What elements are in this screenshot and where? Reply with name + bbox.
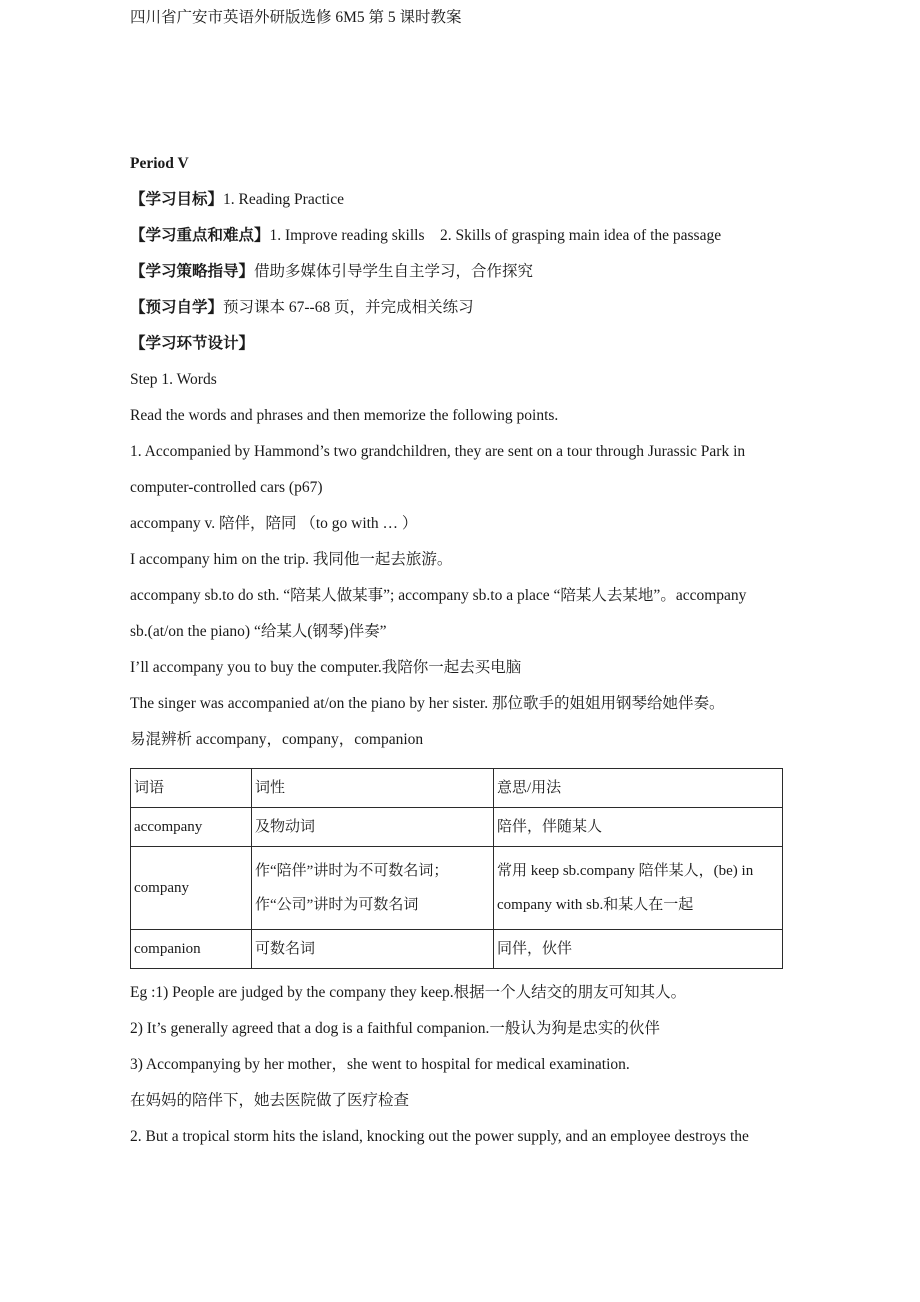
row-company-meaning bbox=[494, 847, 783, 930]
table-header-row bbox=[131, 769, 783, 808]
row-companion-meaning: 同伴，伙伴 bbox=[494, 930, 783, 969]
example-3: 3) Accompanying by her mother，she went to hospital for medical examination. bbox=[130, 1056, 630, 1073]
period-heading: Period V bbox=[130, 155, 189, 172]
vocabulary-comparison-table bbox=[130, 768, 783, 969]
design-heading: 【学习环节设计】 bbox=[130, 335, 255, 352]
reading-instruction: Read the words and phrases and then memorize the following points. bbox=[130, 407, 559, 424]
row-companion-pos: 可数名词 bbox=[252, 930, 494, 969]
document-title: 四川省广安市英语外研版选修 6M5 第 5 课时教案 bbox=[130, 9, 462, 26]
strategy-line bbox=[130, 254, 790, 290]
item-2: 2. But a tropical storm hits the island, knocking out the power supply, and an employee destroys the bbox=[130, 1128, 749, 1145]
row-company-pos-line-1: 作“陪伴”讲时为不可数名词； bbox=[255, 863, 449, 879]
step-1-heading: Step 1. Words bbox=[130, 371, 217, 388]
row-accompany-meaning: 陪伴，伴随某人 bbox=[494, 808, 783, 847]
example-3-translation: 在妈妈的陪伴下，她去医院做了医疗检查 bbox=[130, 1092, 410, 1109]
strategy-label: 【学习策略指导】 bbox=[130, 263, 255, 280]
table-row bbox=[131, 808, 783, 847]
table-header-word: 词语 bbox=[131, 769, 252, 808]
row-company-pos-line-2: 作“公司”讲时为可数名词 bbox=[255, 897, 419, 913]
row-company-meaning-line-2: company with sb.和某人在一起 bbox=[497, 897, 694, 913]
key-points-text: 1. Improve reading skills 2. Skills of grasping main idea of the passage bbox=[269, 227, 722, 244]
table-row bbox=[131, 930, 783, 969]
strategy-text: 借助多媒体引导学生自主学习，合作探究 bbox=[254, 263, 534, 280]
row-company-meaning-line-1: 常用 keep sb.company 陪伴某人，(be) in bbox=[497, 863, 754, 879]
key-points-line bbox=[130, 218, 790, 254]
row-company-pos bbox=[252, 847, 494, 930]
table-row bbox=[131, 847, 783, 930]
preview-text: 预习课本 67--68 页，并完成相关练习 bbox=[223, 299, 474, 316]
key-points-label: 【学习重点和难点】 bbox=[130, 227, 270, 244]
objectives-line bbox=[130, 182, 790, 218]
table-header-meaning: 意思/用法 bbox=[494, 769, 783, 808]
example-computer: I’ll accompany you to buy the computer.我陪你一起去买电脑 bbox=[130, 659, 522, 676]
document-body bbox=[130, 0, 790, 1155]
accompany-definition: accompany v. 陪伴，陪同 （to go with … ） bbox=[130, 515, 418, 532]
example-trip: I accompany him on the trip. 我同他一起去旅游。 bbox=[130, 551, 453, 568]
row-accompany-word: accompany bbox=[131, 808, 252, 847]
preview-label: 【预习自学】 bbox=[130, 299, 224, 316]
compare-heading: 易混辨析 accompany，company，companion bbox=[130, 731, 424, 748]
row-accompany-pos: 及物动词 bbox=[252, 808, 494, 847]
objectives-text: 1. Reading Practice bbox=[223, 191, 344, 208]
usage-line-2: sb.(at/on the piano) “给某人(钢琴)伴奏” bbox=[130, 623, 387, 640]
title-spacer bbox=[130, 36, 790, 146]
item-1-line-1: 1. Accompanied by Hammond’s two grandchildren, they are sent on a tour through Jurassic Park in bbox=[130, 443, 746, 460]
preview-line bbox=[130, 290, 790, 326]
objectives-label: 【学习目标】 bbox=[130, 191, 224, 208]
table-header-pos: 词性 bbox=[252, 769, 494, 808]
row-company-word: company bbox=[131, 847, 252, 930]
row-companion-word: companion bbox=[131, 930, 252, 969]
usage-line-1: accompany sb.to do sth. “陪某人做某事”; accompany sb.to a place “陪某人去某地”。accompany bbox=[130, 587, 747, 604]
example-2: 2) It’s generally agreed that a dog is a faithful companion.一般认为狗是忠实的伙伴 bbox=[130, 1020, 660, 1037]
item-1-line-2: computer-controlled cars (p67) bbox=[130, 479, 323, 496]
example-singer: The singer was accompanied at/on the piano by her sister. 那位歌手的姐姐用钢琴给她伴奏。 bbox=[130, 695, 725, 712]
example-1: Eg :1) People are judged by the company they keep.根据一个人结交的朋友可知其人。 bbox=[130, 984, 687, 1001]
